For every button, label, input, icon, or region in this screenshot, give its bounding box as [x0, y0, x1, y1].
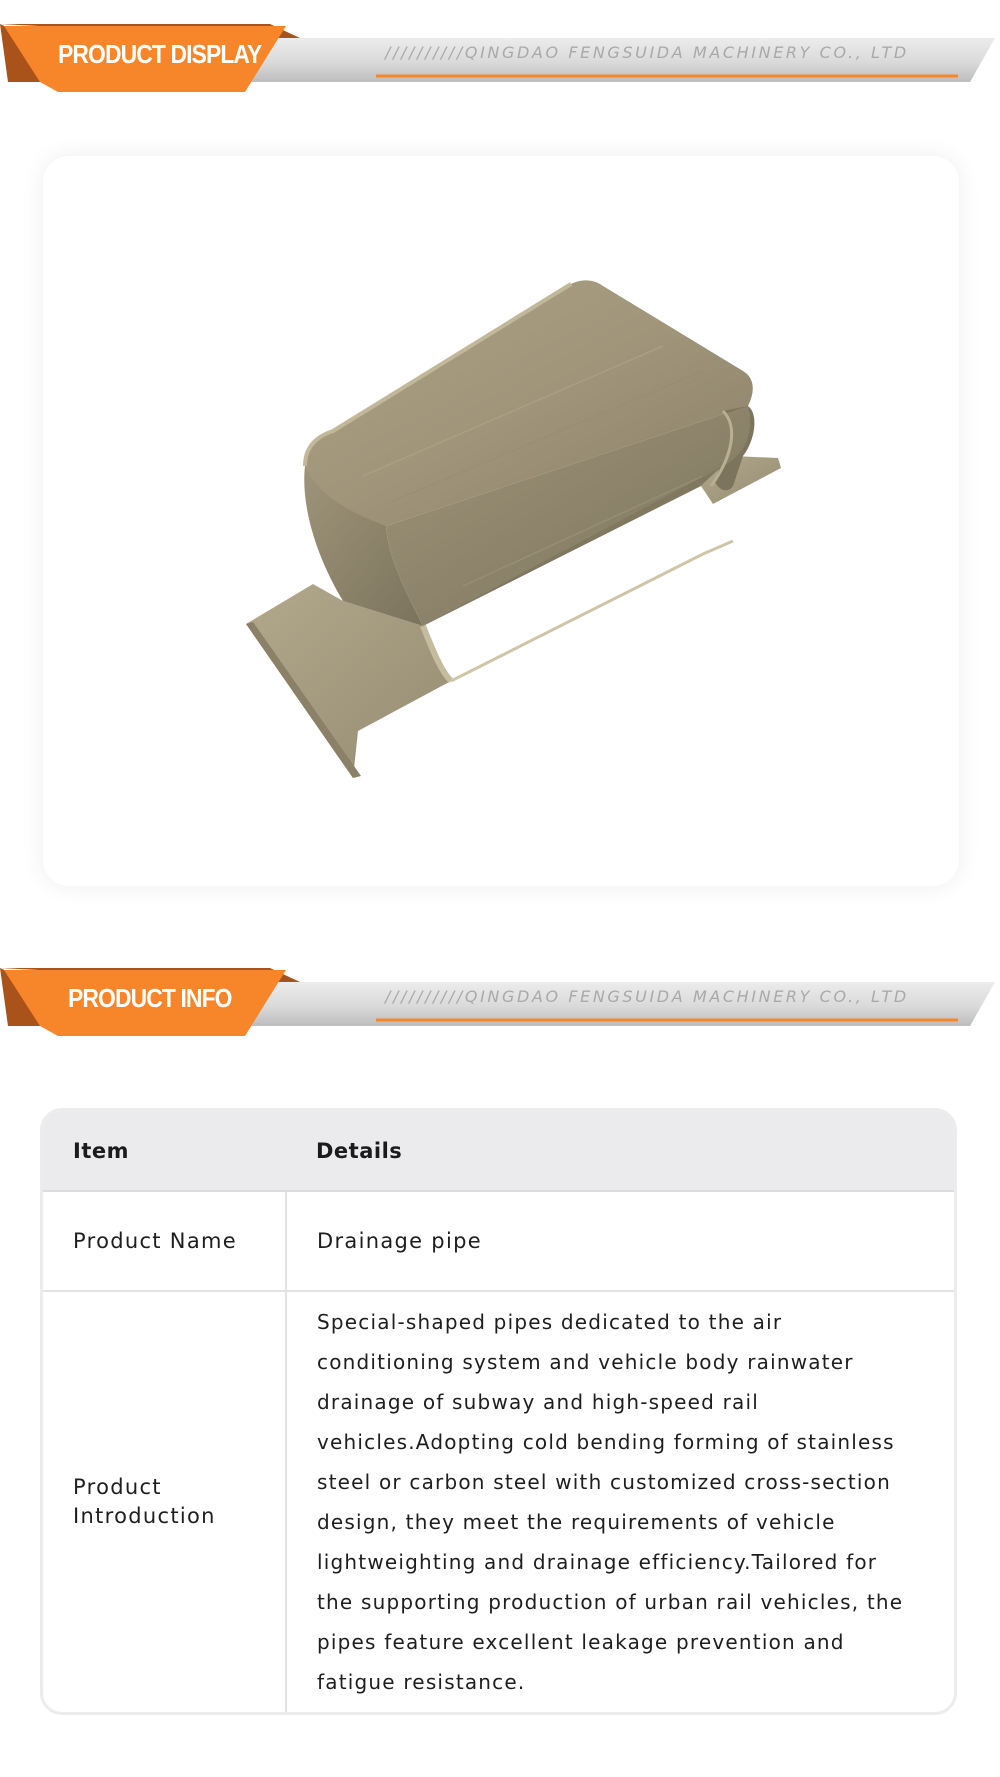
- table-header-row: [43, 1111, 954, 1191]
- company-name-line: //////////QINGDAO FENGSUIDA MACHINERY CO., LTD: [385, 987, 909, 1006]
- table-row: [43, 1291, 954, 1712]
- section-title-info: PRODUCT INFO: [68, 983, 232, 1013]
- row-value-product-name: Drainage pipe: [286, 1191, 954, 1291]
- column-header-item: Item: [43, 1111, 286, 1191]
- column-header-details: Details: [286, 1111, 954, 1191]
- table-row: [43, 1191, 954, 1291]
- product-image-card: [43, 156, 959, 886]
- product-info-table-card: [40, 1108, 957, 1715]
- company-name-line: //////////QINGDAO FENGSUIDA MACHINERY CO., LTD: [385, 43, 909, 62]
- row-label-product-name: Product Name: [43, 1191, 286, 1291]
- row-label-product-introduction: Product Introduction: [43, 1291, 286, 1712]
- row-value-product-introduction: Special-shaped pipes dedicated to the air conditioning system and vehicle body rainwater drainage of subway and high-speed rail vehicles.Adopting cold bending forming of stainless steel or carbon steel with customized cross-section design, they meet the requirements of vehicle lightweighting and drainage efficiency.Tailored for the supporting production of urban rail vehicles, the pipes feature excellent leakage prevention and fatigue resistance.: [317, 1310, 904, 1694]
- section-banner-info: [0, 968, 1000, 1040]
- product-image: [43, 156, 959, 886]
- section-banner-display: [0, 24, 1000, 96]
- product-info-table: [43, 1111, 954, 1712]
- section-title-display: PRODUCT DISPLAY: [58, 39, 262, 69]
